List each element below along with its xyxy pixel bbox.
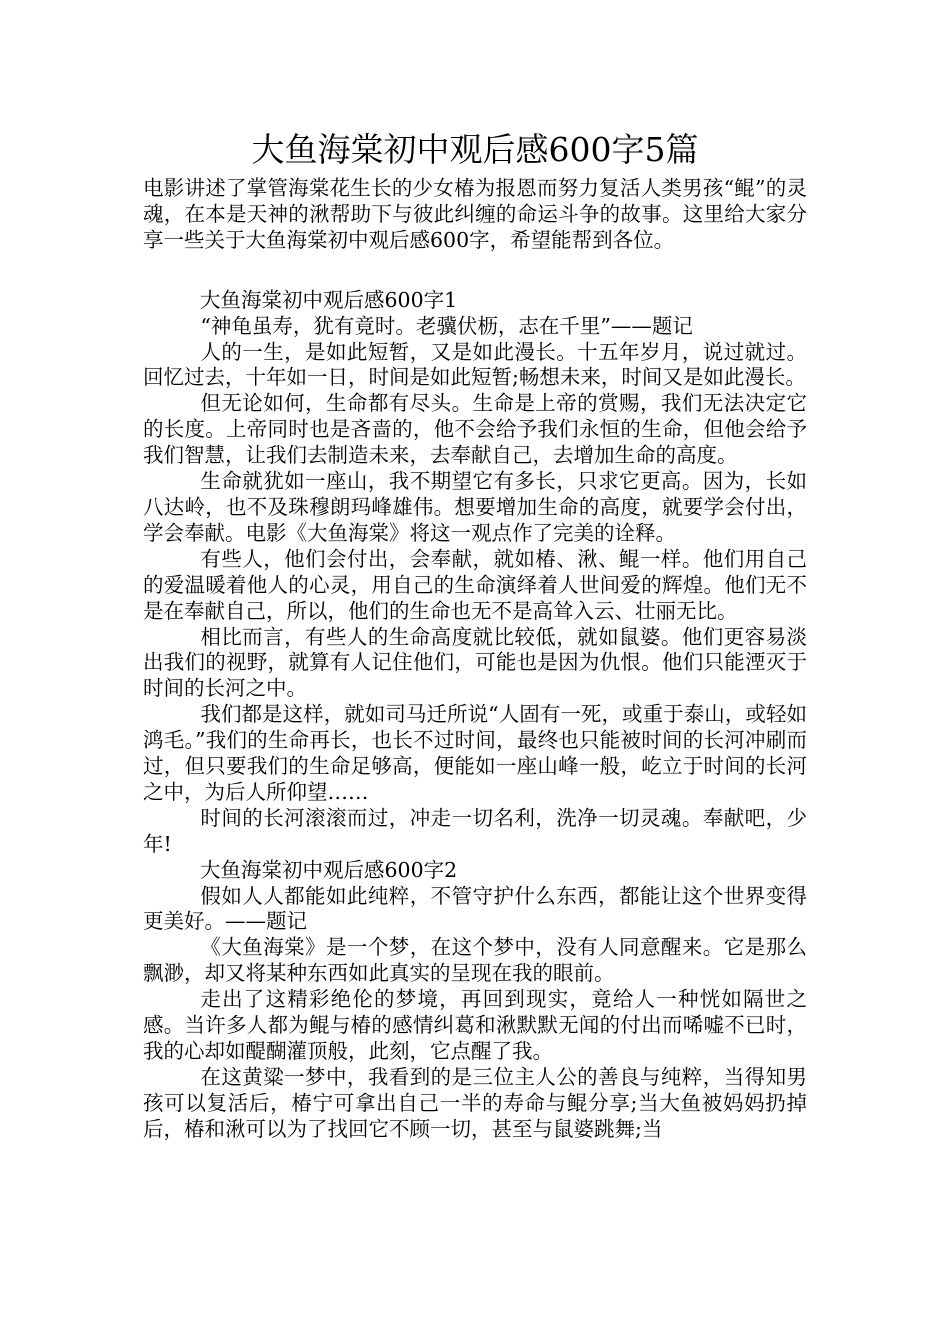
blank-gap xyxy=(143,254,807,288)
section-1-paragraph: 生命就犹如一座山，我不期望它有多长，只求它更高。因为，长如八达岭，也不及珠穆朗玛峰雄伟。想要增加生命的高度，就要学会付出，学会奉献。电影《大鱼海棠》将这一观点作了完美的诠释。 xyxy=(143,469,807,545)
intro-paragraph: 电影讲述了掌管海棠花生长的少女椿为报恩而努力复活人类男孩“鲲”的灵魂，在本是天神的湫帮助下与彼此纠缠的命运斗争的故事。这里给大家分享一些关于大鱼海棠初中观后感600字，希望能帮到各位。 xyxy=(143,176,807,252)
section-1-paragraph: 人的一生，是如此短暂，又是如此漫长。十五年岁月，说过就过。回忆过去，十年如一日，时间是如此短暂;畅想未来，时间又是如此漫长。 xyxy=(143,339,807,390)
section-2-epigraph: 假如人人都能如此纯粹，不管守护什么东西，都能让这个世界变得更美好。——题记 xyxy=(143,883,807,934)
section-1-paragraph: 时间的长河滚滚而过，冲走一切名利，洗净一切灵魂。奉献吧，少年! xyxy=(143,805,807,856)
section-1-paragraph: 但无论如何，生命都有尽头。生命是上帝的赏赐，我们无法决定它的长度。上帝同时也是吝啬的，他不会给予我们永恒的生命，但他会给予我们智慧，让我们去制造未来，去奉献自己，去增加生命的高度。 xyxy=(143,391,807,468)
section-1-paragraph: 相比而言，有些人的生命高度就比较低，就如鼠婆。他们更容易淡出我们的视野，就算有人记住他们，可能也是因为仇恨。他们只能湮灭于时间的长河之中。 xyxy=(143,624,807,701)
section-2-paragraph: 《大鱼海棠》是一个梦，在这个梦中，没有人同意醒来。它是那么飘渺，却又将某种东西如此真实的呈现在我的眼前。 xyxy=(143,935,807,986)
document-page xyxy=(143,128,807,1143)
section-2-heading: 大鱼海棠初中观后感600字2 xyxy=(200,857,458,882)
section-1-paragraph: 我们都是这样，就如司马迁所说“人固有一死，或重于泰山，或轻如鸿毛。”我们的生命再长，也长不过时间，最终也只能被时间的长河冲刷而过，但只要我们的生命足够高，便能如一座山峰一般，屹立于时间的长河之中，为后人所仰望…… xyxy=(143,702,807,804)
section-1-heading: 大鱼海棠初中观后感600字1 xyxy=(200,287,458,312)
section-1-epigraph: “神龟虽寿，犹有竟时。老骥伏枥，志在千里”——题记 xyxy=(200,313,693,338)
section-2-paragraph: 在这黄粱一梦中，我看到的是三位主人公的善良与纯粹，当得知男孩可以复活后，椿宁可拿出自己一半的寿命与鲲分享;当大鱼被妈妈扔掉后，椿和湫可以为了找回它不顾一切，甚至与鼠婆跳舞;当 xyxy=(143,1064,807,1141)
document-title: 大鱼海棠初中观后感600字5篇 xyxy=(251,130,699,169)
section-2-paragraph: 走出了这精彩绝伦的梦境，再回到现实，竟给人一种恍如隔世之感。当许多人都为鲲与椿的感情纠葛和湫默默无闻的付出而唏嘘不已时，我的心却如醍醐灌顶般，此刻，它点醒了我。 xyxy=(143,987,807,1063)
section-1-paragraph: 有些人，他们会付出，会奉献，就如椿、湫、鲲一样。他们用自己的爱温暖着他人的心灵，用自己的生命演绎着人世间爱的辉煌。他们无不是在奉献自己，所以，他们的生命也无不是高耸入云、壮丽无比。 xyxy=(143,546,807,623)
